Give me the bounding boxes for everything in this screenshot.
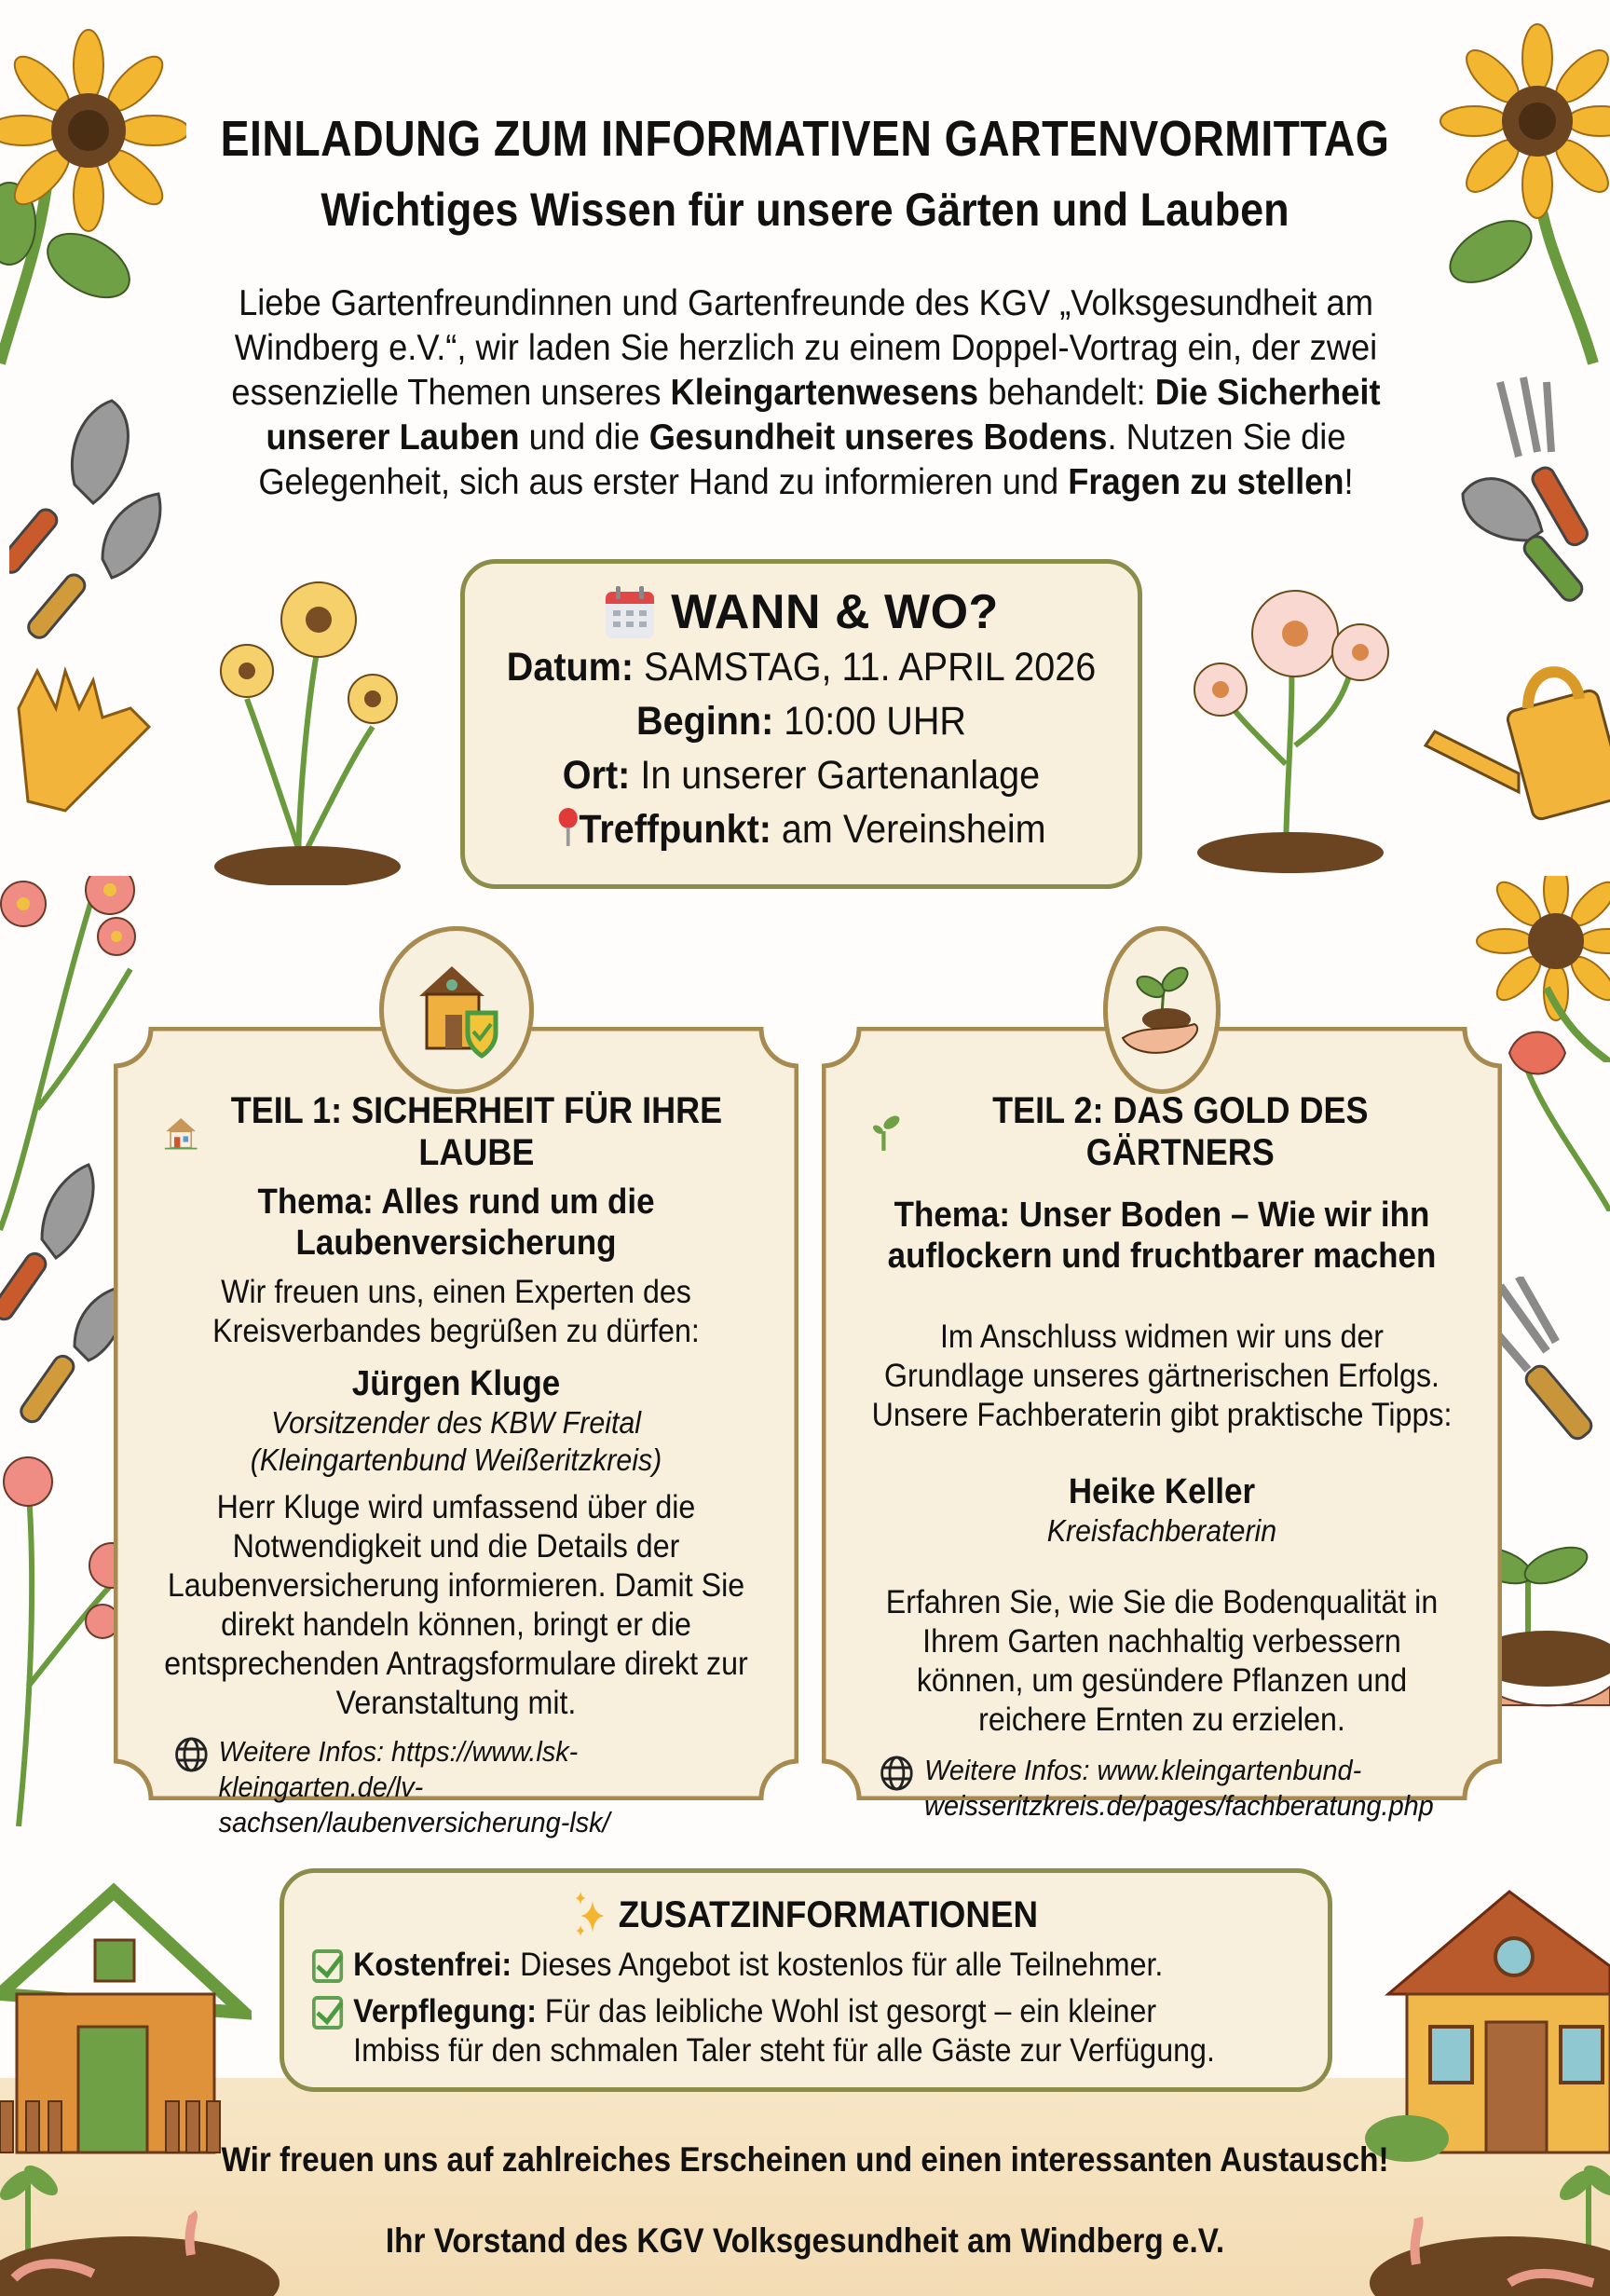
info-item-catering: Verpflegung: Für das leibliche Wohl ist gesorgt – ein kleiner Imbiss für den schmalen Taler steht für alle Gäste zur Verfügung. <box>312 1992 1221 2070</box>
part2-heading: TEIL 2: DAS GOLD DES GÄRTNERS <box>873 1090 1452 1174</box>
yellow-shed-icon <box>1360 1854 1610 2162</box>
checkbox-icon <box>312 1949 343 1983</box>
when-where-heading: WANN & WO? <box>465 584 1138 640</box>
seedling-hand-icon <box>1115 959 1208 1061</box>
house-icon <box>165 1113 198 1152</box>
part2-topic: Thema: Unser Boden – Wie wir ihn auflockern und fruchtbarer machen <box>887 1196 1437 1276</box>
meeting-point-row: Treffpunkt: am Vereinsheim <box>492 802 1111 856</box>
part1-role: Vorsitzender des KBW Freital <box>270 1405 642 1440</box>
seedling-icon <box>873 1113 902 1152</box>
part1-content <box>132 1090 780 1840</box>
sparkles-icon <box>574 1892 608 1938</box>
place-row: Ort: In unserer Gartenanlage <box>562 753 1041 798</box>
additional-info-heading: ZUSATZINFORMATIONEN <box>351 1892 1260 1938</box>
part1-heading: TEIL 1: SICHERHEIT FÜR IHRE LAUBE <box>165 1090 748 1174</box>
part2-speaker: Heike Keller <box>1068 1472 1256 1511</box>
part1-card <box>114 1027 798 1838</box>
part1-link[interactable]: Weitere Infos: https://www.lsk-kleingarten.de/lv-sachsen/laubenversicherung-lsk/ <box>155 1734 757 1840</box>
yellow-flowers-icon <box>205 568 410 885</box>
part2-link[interactable]: Weitere Infos: www.kleingartenbund-weisseritzkreis.de/pages/fachberatung.php <box>863 1753 1461 1824</box>
pink-flowers-icon <box>1183 559 1398 876</box>
checkbox-icon <box>312 1996 343 2030</box>
intro-paragraph: Liebe Gartenfreundinnen und Gartenfreunde des KGV „Volksgesundheit am Windberg e.V.“, wir laden Sie herzlich zu einem Doppel-Vortrag ein, der zwei essenzielle Themen unseres Kleingartenwesens behandelt: Die Sicherheit unserer Lauben und die Gesundheit unseres Bodens. Nutzen Sie die Gelegenheit, sich aus erster Hand zu informieren und Fragen zu stellen! <box>231 283 1381 502</box>
part2-content <box>840 1090 1483 1824</box>
green-shed-icon <box>0 1854 252 2162</box>
globe-icon <box>880 1755 914 1792</box>
info-item-cost: Kostenfrei: Dieses Angebot ist kostenlos für alle Teilnehmer. <box>312 1946 1221 1985</box>
red-tulip-icon <box>1500 1025 1610 1211</box>
part2-card <box>822 1027 1502 1822</box>
part2-lead: Im Anschluss widmen wir uns der Grundlage unseres gärtnerischen Erfolgs. Unsere Fachberaterin gibt praktische Tipps: <box>871 1319 1453 1433</box>
pushpin-icon <box>556 807 579 846</box>
part1-body: Herr Kluge wird umfassend über die Notwendigkeit und die Details der Laubenversicherung informieren. Damit Sie direkt handeln können, bringt er die entsprechenden Antragsformulare direkt zur Veranstaltung mit. <box>164 1489 748 1721</box>
trowels-icon <box>0 1146 130 1426</box>
signature-line: Ihr Vorstand des KGV Volksgesundheit am Windberg e.V. <box>385 2221 1225 2260</box>
fork-trowel-icon <box>1453 373 1610 615</box>
part1-lead: Wir freuen uns, einen Experten des Kreisverbandes begrüßen zu dürfen: <box>212 1274 700 1349</box>
part1-speaker: Jürgen Kluge <box>351 1364 561 1403</box>
start-row: Beginn: 10:00 UHR <box>636 699 966 744</box>
part2-role: Kreisfachberaterin <box>1046 1513 1277 1548</box>
gloves-icon <box>9 652 158 820</box>
date-row: Datum: SAMSTAG, 11. APRIL 2026 <box>506 645 1097 690</box>
part2-body: Erfahren Sie, wie Sie die Bodenqualität in Ihrem Garten nachhaltig verbessern können, um gesündere Pflanzen und reichere Ernten zu erzielen. <box>885 1584 1439 1738</box>
watering-can-icon <box>1416 643 1610 829</box>
trowel-icon <box>9 391 168 643</box>
globe-icon <box>173 1736 208 1773</box>
arbor-shield-medal <box>379 926 534 1094</box>
when-where-box <box>460 559 1142 889</box>
part1-topic: Thema: Alles rund um die Laubenversicherung <box>257 1182 655 1263</box>
additional-info-box <box>280 1868 1332 2092</box>
arbor-shield-icon <box>410 959 503 1061</box>
closing-line: Wir freuen uns auf zahlreiches Erscheinen und einen interessanten Austausch! <box>221 2140 1389 2179</box>
seedling-hand-medal <box>1103 926 1221 1094</box>
part1-role-org: (Kleingartenbund Weißeritzkreis) <box>250 1442 662 1477</box>
page-title: EINLADUNG ZUM INFORMATIVEN GARTENVORMITTAG <box>220 111 1390 167</box>
calendar-icon <box>604 584 656 640</box>
page-subtitle: Wichtiges Wissen für unsere Gärten und Lauben <box>321 184 1289 236</box>
